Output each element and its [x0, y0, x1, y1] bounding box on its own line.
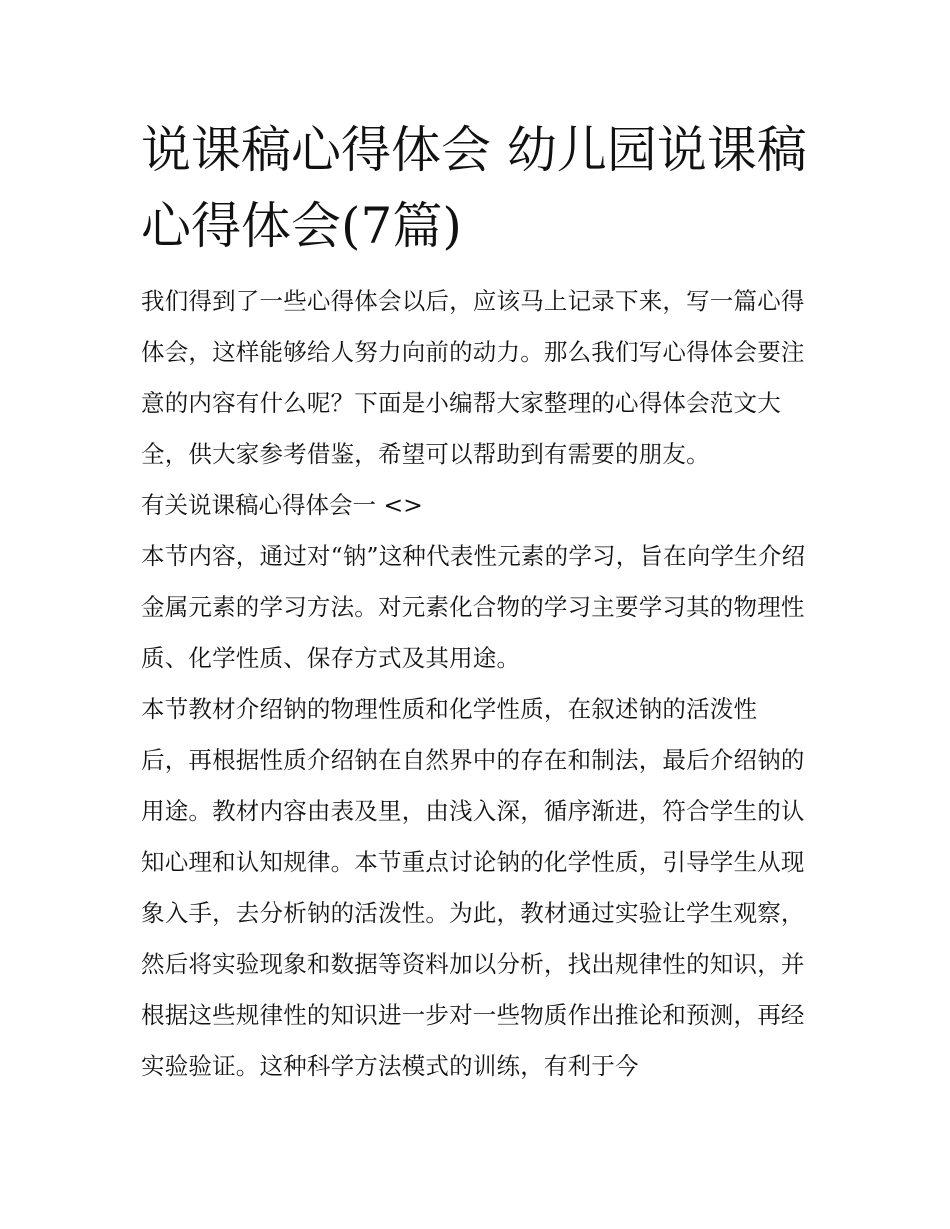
paragraph-2-rest: 后，再根据性质介绍钠在自然界中的存在和制法，最后介绍钠的用途。教材内容由表及里，由浅入深，循序渐进，符合学生的认知心理和认知规律。本节重点讨论钠的化学性质，引导学生从现象入手，去分析钠的活泼性。为此，教材通过实验让学生观察，然后将实验现象和数据等资料加以分析，找出规律性的知识，并根据这些规律性的知识进一步对一些物质作出推论和预测，再经实验验证。这种科学方法模式的训练，有利于今 [141, 746, 805, 1080]
intro-paragraph: 我们得到了一些心得体会以后，应该马上记录下来，写一篇心得体会，这样能够给人努力向前的动力。那么我们写心得体会要注意的内容有什么呢？下面是小编帮大家整理的心得体会范文大全，供大家参考借鉴，希望可以帮助到有需要的朋友。 [141, 287, 805, 468]
title-line-2: 心得体会(7篇) [141, 197, 462, 255]
section-heading: 有关说课稿心得体会一 <> [141, 491, 423, 519]
paragraph-2-first-line: 本节教材介绍钠的物理性质和化学性质，在叙述钠的活泼性 [141, 695, 758, 723]
document-title [141, 112, 821, 264]
document-body [141, 112, 821, 1092]
paragraph-1: 本节内容，通过对“钠”这种代表性元素的学习，旨在向学生介绍金属元素的学习方法。对元素化合物的学习主要学习其的物理性质、化学性质、保存方式及其用途。 [141, 542, 806, 672]
title-line-1: 说课稿心得体会 幼儿园说课稿 [141, 121, 807, 179]
paragraph-2 [141, 684, 821, 1092]
